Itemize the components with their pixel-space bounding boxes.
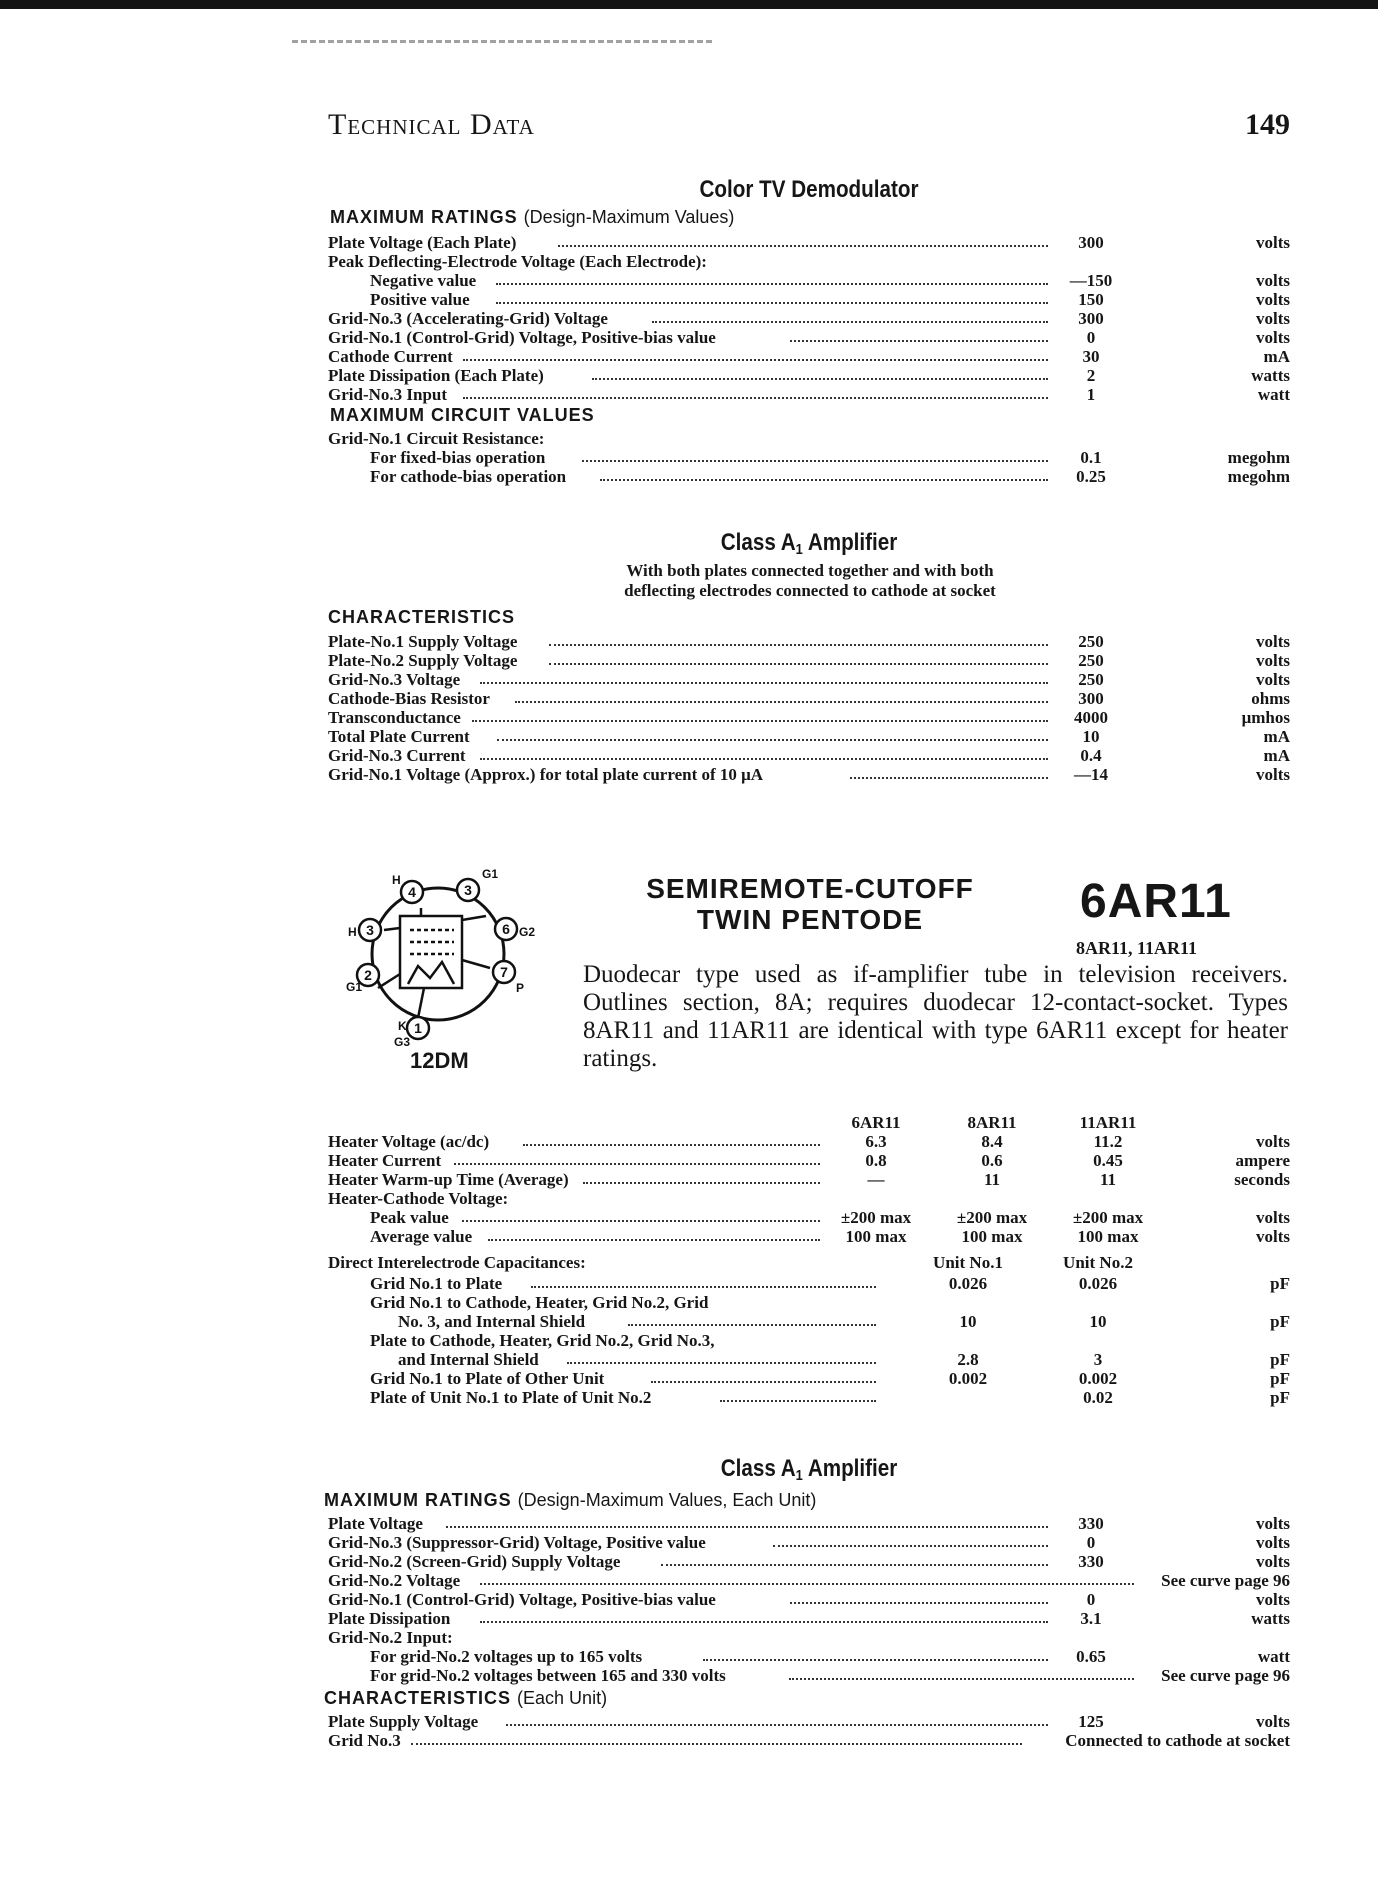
row-unit: volts	[1256, 632, 1290, 651]
row-value: 0.25	[1076, 467, 1106, 486]
heater-row	[328, 1132, 1290, 1151]
table-row	[328, 708, 1290, 727]
row-value: 330	[1078, 1552, 1104, 1571]
row-unit: volts	[1256, 1712, 1290, 1731]
pin-3-number: 3	[366, 922, 374, 938]
table-row	[328, 651, 1290, 670]
cap-value-unit2: 10	[1089, 1312, 1107, 1331]
leader-dots	[454, 1163, 820, 1165]
row-label: For grid-No.2 voltages up to 165 volts	[370, 1647, 643, 1666]
row-value: 0.65	[1076, 1647, 1106, 1666]
table-row	[328, 309, 1290, 328]
row-unit: megohm	[1227, 467, 1290, 486]
leader-dots	[488, 1239, 820, 1241]
pin-4-label: H	[392, 873, 401, 887]
circuit-values-table	[328, 429, 1290, 486]
heater-value: 0.8	[865, 1151, 887, 1170]
row-label: Negative value	[370, 271, 477, 290]
capacitance-row	[328, 1312, 1290, 1331]
pin-2-number: 2	[364, 967, 372, 983]
cap-col-unit2: Unit No.2	[1063, 1253, 1133, 1272]
cap-value-unit1: 2.8	[957, 1350, 979, 1369]
pin-5-label: G1	[482, 867, 499, 881]
row-label: Grid-No.2 Voltage	[328, 1571, 461, 1590]
row-label: Peak value	[370, 1208, 449, 1227]
table-row	[328, 271, 1290, 290]
characteristics-label-2: CHARACTERISTICS	[324, 1688, 512, 1708]
max-ratings-note: (Design-Maximum Values)	[523, 207, 735, 227]
amplifier-label-2: Amplifier	[807, 1455, 898, 1482]
capacitance-head-row	[328, 1253, 1290, 1272]
row-unit: pF	[1270, 1369, 1290, 1388]
leader-dots	[651, 1381, 876, 1383]
row-unit: watts	[1251, 366, 1290, 385]
row-value: 250	[1078, 651, 1104, 670]
table-row	[328, 233, 1290, 252]
row-value: —150	[1069, 271, 1113, 290]
capacitance-heading-row	[328, 1253, 1290, 1272]
condition-line-1: With both plates connected together and with both	[626, 561, 994, 580]
cap-value-unit2: 0.02	[1083, 1388, 1113, 1407]
row-label: Grid No.1 to Cathode, Heater, Grid No.2, Grid	[370, 1293, 709, 1312]
row-label: Plate Voltage	[328, 1514, 423, 1533]
row-unit: volts	[1256, 271, 1290, 290]
row-label: Grid No.3	[328, 1731, 401, 1750]
max-ratings-table-2	[328, 1514, 1290, 1685]
capacitance-row	[328, 1369, 1290, 1388]
row-label: Plate of Unit No.1 to Plate of Unit No.2	[370, 1388, 652, 1407]
row-value: 4000	[1074, 708, 1108, 727]
row-unit: pF	[1270, 1350, 1290, 1369]
row-unit: volts	[1256, 1227, 1290, 1246]
test-condition	[500, 561, 1120, 601]
table-row	[328, 290, 1290, 309]
leader-dots	[790, 1602, 1048, 1604]
row-label: Grid-No.2 Input:	[328, 1628, 453, 1647]
row-label: Plate-No.1 Supply Voltage	[328, 632, 518, 651]
row-unit: pF	[1270, 1388, 1290, 1407]
leader-dots	[850, 777, 1048, 779]
row-label: Plate Supply Voltage	[328, 1712, 479, 1731]
leader-dots	[789, 1678, 1134, 1680]
row-label: Cathode-Bias Resistor	[328, 689, 490, 708]
row-value: 300	[1078, 233, 1104, 252]
row-value: 0	[1086, 1590, 1096, 1609]
cap-col-unit1: Unit No.1	[933, 1253, 1003, 1272]
row-label: Plate Dissipation (Each Plate)	[328, 366, 544, 385]
table-row	[328, 632, 1290, 651]
row-value: 125	[1078, 1712, 1104, 1731]
row-unit: pF	[1270, 1274, 1290, 1293]
row-label: For grid-No.2 voltages between 165 and 330 volts	[370, 1666, 726, 1685]
row-note: See curve page 96	[1161, 1571, 1290, 1590]
leader-dots	[703, 1659, 1048, 1661]
basing-diagram-12dm	[338, 856, 538, 1076]
leader-dots	[652, 321, 1048, 323]
leader-dots	[523, 1144, 820, 1146]
table-row	[328, 1712, 1290, 1731]
leader-dots	[463, 359, 1048, 361]
row-label: Cathode Current	[328, 347, 453, 366]
row-unit: volts	[1256, 670, 1290, 689]
characteristics-table	[328, 632, 1290, 784]
row-label: Heater Voltage (ac/dc)	[328, 1132, 490, 1151]
max-ratings-note-2: (Design-Maximum Values, Each Unit)	[517, 1490, 817, 1510]
row-label: Plate Voltage (Each Plate)	[328, 233, 517, 252]
leader-dots	[463, 397, 1048, 399]
leader-dots	[583, 1182, 820, 1184]
table-row	[328, 670, 1290, 689]
cap-value-unit1: 10	[959, 1312, 977, 1331]
row-unit: volts	[1256, 1590, 1290, 1609]
leader-dots	[496, 302, 1048, 304]
row-value: 30	[1082, 347, 1100, 366]
max-ratings-heading	[330, 207, 734, 228]
capacitance-table	[328, 1274, 1290, 1407]
capacitance-row	[328, 1388, 1290, 1407]
top-border-rule	[0, 0, 1378, 9]
table-row	[328, 1666, 1290, 1685]
row-label: Peak Deflecting-Electrode Voltage (Each Electrode):	[328, 252, 707, 271]
amplifier-label: Amplifier	[807, 529, 898, 556]
row-value: 0	[1086, 328, 1096, 347]
heater-value: 6.3	[865, 1132, 887, 1151]
row-label: Grid-No.1 Circuit Resistance:	[328, 429, 545, 448]
characteristics-heading-2	[324, 1688, 607, 1709]
running-head-title: Technical Data	[328, 108, 535, 141]
page-number: 149	[1245, 108, 1290, 141]
row-label: Positive value	[370, 290, 470, 309]
heater-value: ±200 max	[840, 1208, 912, 1227]
row-label: Grid-No.1 (Control-Grid) Voltage, Positive-bias value	[328, 328, 716, 347]
leader-dots	[515, 701, 1048, 703]
table-row	[328, 429, 1290, 448]
heater-value: 0.45	[1093, 1151, 1123, 1170]
table-row	[328, 1628, 1290, 1647]
running-head	[328, 108, 1290, 148]
row-label: No. 3, and Internal Shield	[398, 1312, 586, 1331]
cap-value-unit2: 0.002	[1078, 1369, 1118, 1388]
leader-dots	[592, 378, 1048, 380]
heater-value: 11	[983, 1170, 1001, 1189]
leader-dots	[506, 1724, 1048, 1726]
row-value: 1	[1086, 385, 1096, 404]
heater-col-11ar11: 11AR11	[1079, 1113, 1137, 1132]
heater-row	[328, 1189, 1290, 1208]
row-unit: mA	[1263, 746, 1290, 765]
row-unit: volts	[1256, 1208, 1290, 1227]
row-label: Grid-No.1 Voltage (Approx.) for total plate current of 10 μA	[328, 765, 764, 784]
row-unit: volts	[1256, 1132, 1290, 1151]
heater-table	[328, 1132, 1290, 1246]
leader-dots	[480, 1621, 1048, 1623]
row-label: Grid-No.3 Voltage	[328, 670, 461, 689]
max-ratings-heading-2	[324, 1490, 816, 1511]
demodulator-ratings-table	[328, 233, 1290, 404]
leader-dots	[549, 644, 1048, 646]
row-label: Grid-No.2 (Screen-Grid) Supply Voltage	[328, 1552, 621, 1571]
heater-row	[328, 1208, 1290, 1227]
row-value: 330	[1078, 1514, 1104, 1533]
pin-5-number: 3	[464, 882, 472, 898]
heater-value: ±200 max	[1072, 1208, 1144, 1227]
leader-dots	[790, 340, 1048, 342]
heater-value: —	[867, 1170, 885, 1189]
heater-value: ±200 max	[956, 1208, 1028, 1227]
table-row	[328, 689, 1290, 708]
capacitance-row	[328, 1274, 1290, 1293]
table-row	[328, 727, 1290, 746]
heater-col-6ar11: 6AR11	[851, 1113, 901, 1132]
row-unit: volts	[1256, 233, 1290, 252]
alternate-types: 8AR11, 11AR11	[1076, 938, 1198, 958]
heater-value: 8.4	[981, 1132, 1003, 1151]
class-a-label-2: Class A	[720, 1455, 796, 1482]
pin-1-label: K	[398, 1019, 407, 1033]
leader-dots	[411, 1743, 1022, 1745]
leader-dots	[567, 1362, 876, 1364]
leader-dots	[480, 682, 1048, 684]
heater-value: 100 max	[1077, 1227, 1139, 1246]
row-value: 250	[1078, 670, 1104, 689]
pin-7-number: 7	[500, 964, 508, 980]
row-label: Heater Current	[328, 1151, 442, 1170]
pin-6-number: 6	[502, 921, 510, 937]
leader-dots	[558, 245, 1048, 247]
row-unit: volts	[1256, 651, 1290, 670]
row-label: Grid-No.3 Current	[328, 746, 466, 765]
row-value: 3.1	[1080, 1609, 1102, 1628]
tube-type: 6AR11	[1080, 875, 1232, 928]
table-row	[328, 385, 1290, 404]
heater-value: 100 max	[961, 1227, 1023, 1246]
max-ratings-label: MAXIMUM RATINGS	[330, 207, 518, 227]
leader-dots	[628, 1324, 876, 1326]
table-row	[328, 1609, 1290, 1628]
pin-3-label: H	[348, 925, 357, 939]
row-unit: volts	[1256, 1552, 1290, 1571]
heater-col-8ar11: 8AR11	[967, 1113, 1017, 1132]
row-value: 0.1	[1080, 448, 1102, 467]
row-label: Grid-No.3 (Suppressor-Grid) Voltage, Positive value	[328, 1533, 706, 1552]
max-ratings-label-2: MAXIMUM RATINGS	[324, 1490, 512, 1510]
leader-dots	[480, 1583, 1134, 1585]
leader-dots	[472, 720, 1048, 722]
leader-dots	[480, 758, 1048, 760]
row-value: 250	[1078, 632, 1104, 651]
row-label: Grid-No.3 Input	[328, 385, 448, 404]
row-label: Grid No.1 to Plate of Other Unit	[370, 1369, 605, 1388]
pin-1-number: 1	[414, 1020, 422, 1036]
row-label: Plate Dissipation	[328, 1609, 451, 1628]
section-title-class-a1	[395, 529, 1222, 558]
leader-dots	[462, 1220, 820, 1222]
row-unit: ampere	[1235, 1151, 1290, 1170]
tube-title	[620, 873, 1000, 935]
row-value: 300	[1078, 309, 1104, 328]
heater-value: 11.2	[1093, 1132, 1123, 1151]
row-unit: watts	[1251, 1609, 1290, 1628]
leader-dots	[582, 460, 1048, 462]
row-label: Grid-No.3 (Accelerating-Grid) Voltage	[328, 309, 608, 328]
table-row	[328, 1514, 1290, 1533]
cap-value-unit2: 3	[1093, 1350, 1103, 1369]
row-label: For cathode-bias operation	[370, 467, 567, 486]
leader-dots	[549, 663, 1048, 665]
condition-line-2: deflecting electrodes connected to cathode at socket	[624, 581, 996, 600]
class-a-subscript-2: 1	[795, 1467, 803, 1484]
row-unit: volts	[1256, 309, 1290, 328]
table-row	[328, 347, 1290, 366]
table-row	[328, 467, 1290, 486]
table-row	[328, 1571, 1290, 1590]
leader-dots	[531, 1286, 876, 1288]
row-unit: volts	[1256, 1514, 1290, 1533]
heater-row	[328, 1170, 1290, 1189]
leader-dots	[496, 283, 1048, 285]
leader-dots	[600, 479, 1048, 481]
scan-artifact	[292, 40, 712, 46]
capacitance-row	[328, 1331, 1290, 1350]
leader-dots	[497, 739, 1048, 741]
table-row	[328, 1552, 1290, 1571]
leader-dots	[661, 1564, 1048, 1566]
tube-description: Duodecar type used as if-amplifier tube in television receivers. Outlines section, 8A; requires duodecar 12-contact-socket. Types 8AR11 and 11AR11 are identical with type 6AR11 except for heater ratings.	[583, 961, 1288, 1072]
diagram-label: 12DM	[410, 1048, 469, 1073]
row-value: 2	[1086, 366, 1096, 385]
class-a-subscript: 1	[795, 541, 803, 558]
row-label: Transconductance	[328, 708, 461, 727]
heater-value: 0.6	[981, 1151, 1003, 1170]
characteristics-note-2: (Each Unit)	[517, 1688, 608, 1708]
row-unit: megohm	[1227, 448, 1290, 467]
class-a-label: Class A	[720, 529, 796, 556]
row-label: Average value	[370, 1227, 473, 1246]
section-title-demodulator: Color TV Demodulator	[699, 176, 919, 203]
table-row	[328, 366, 1290, 385]
tube-title-line-1: SEMIREMOTE-CUTOFF	[646, 873, 974, 904]
pin-4-number: 4	[408, 884, 416, 900]
row-unit: volts	[1256, 765, 1290, 784]
row-value: —14	[1074, 765, 1108, 784]
table-row	[328, 1533, 1290, 1552]
table-row	[328, 1647, 1290, 1666]
row-label: Plate to Cathode, Heater, Grid No.2, Grid No.3,	[370, 1331, 715, 1350]
row-unit: volts	[1256, 328, 1290, 347]
table-row	[328, 1590, 1290, 1609]
heater-row	[328, 1227, 1290, 1246]
row-label: Plate-No.2 Supply Voltage	[328, 651, 518, 670]
table-row	[328, 746, 1290, 765]
table-row	[328, 1731, 1290, 1750]
electrode-structure	[378, 908, 490, 1018]
leader-dots	[773, 1545, 1048, 1547]
row-value: 0.4	[1080, 746, 1102, 765]
row-label: Heater Warm-up Time (Average)	[328, 1170, 569, 1189]
row-value: 150	[1078, 290, 1104, 309]
row-label: and Internal Shield	[398, 1350, 539, 1369]
table-row	[328, 252, 1290, 271]
circuit-values-heading: MAXIMUM CIRCUIT VALUES	[330, 405, 595, 425]
characteristics-heading: CHARACTERISTICS	[328, 607, 516, 627]
row-note: Connected to cathode at socket	[1065, 1731, 1290, 1750]
capacitance-heading: Direct Interelectrode Capacitances:	[328, 1253, 586, 1272]
characteristics-table-2	[328, 1712, 1290, 1750]
row-label: Grid No.1 to Plate	[370, 1274, 503, 1293]
pin-7-label: P	[516, 981, 525, 995]
row-note: See curve page 96	[1161, 1666, 1290, 1685]
row-label: Total Plate Current	[328, 727, 470, 746]
pin-2-label: G1	[346, 980, 363, 994]
pin-1-label-2: G3	[394, 1035, 411, 1049]
row-value: 10	[1082, 727, 1100, 746]
heater-row	[328, 1151, 1290, 1170]
cap-value-unit2: 0.026	[1078, 1274, 1118, 1293]
row-unit: volts	[1256, 1533, 1290, 1552]
table-row	[328, 448, 1290, 467]
leader-dots	[720, 1400, 876, 1402]
row-unit: watt	[1257, 1647, 1290, 1666]
pin-6-label: G2	[519, 925, 536, 939]
row-unit: ohms	[1251, 689, 1290, 708]
row-unit: μmhos	[1241, 708, 1290, 727]
row-unit: mA	[1263, 727, 1290, 746]
pin-circles	[357, 879, 517, 1039]
row-value: 300	[1078, 689, 1104, 708]
heater-value: 11	[1099, 1170, 1117, 1189]
leader-dots	[446, 1526, 1048, 1528]
cap-value-unit1: 0.026	[948, 1274, 988, 1293]
table-row	[328, 328, 1290, 347]
row-label: Heater-Cathode Voltage:	[328, 1189, 509, 1208]
row-value: 0	[1086, 1533, 1096, 1552]
table-row	[328, 765, 1290, 784]
row-label: For fixed-bias operation	[370, 448, 546, 467]
row-unit: seconds	[1234, 1170, 1290, 1189]
row-unit: volts	[1256, 290, 1290, 309]
row-unit: watt	[1257, 385, 1290, 404]
heater-value: 100 max	[845, 1227, 907, 1246]
row-label: Grid-No.1 (Control-Grid) Voltage, Positive-bias value	[328, 1590, 716, 1609]
capacitance-row	[328, 1350, 1290, 1369]
cap-value-unit1: 0.002	[948, 1369, 988, 1388]
section-title-class-a1-6ar11	[395, 1455, 1222, 1484]
row-unit: pF	[1270, 1312, 1290, 1331]
tube-title-line-2: TWIN PENTODE	[696, 904, 924, 935]
capacitance-row	[328, 1293, 1290, 1312]
row-unit: mA	[1263, 347, 1290, 366]
